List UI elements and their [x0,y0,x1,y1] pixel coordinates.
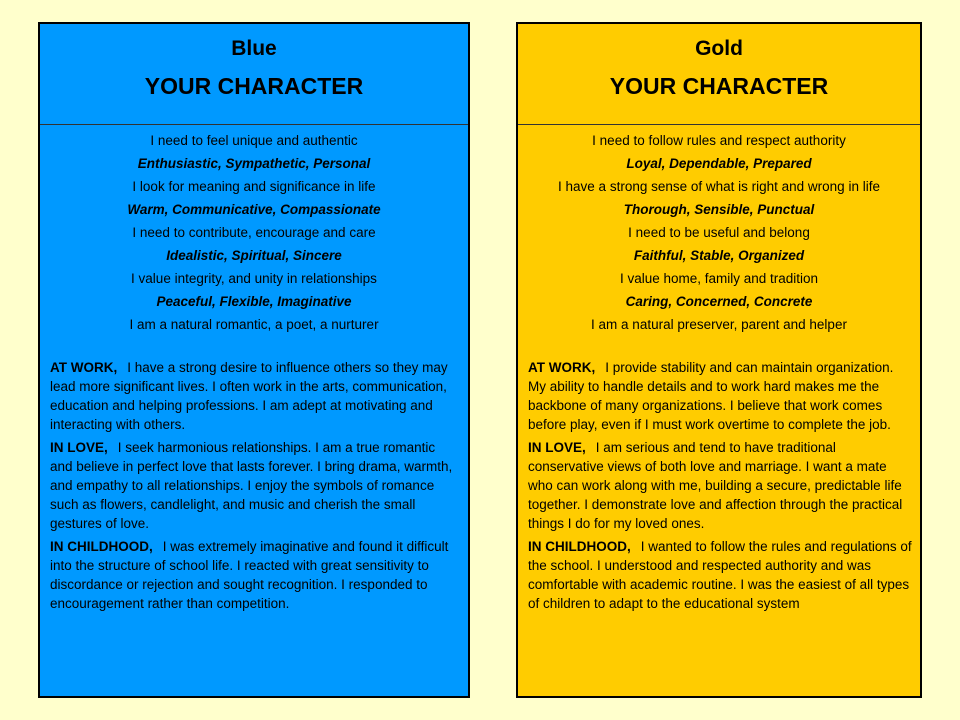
gold-character-panel [516,22,922,698]
gold-traits-list [518,125,920,336]
section-text: I have a strong desire to influence others so they may lead more significant lives. I often work in the arts, communication, education and helping professions. I am adept at motivating and interacting with others. [50,360,448,432]
gold-section-work [528,358,912,434]
blue-trait-keywords: Idealistic, Spiritual, Sincere [166,248,342,263]
section-lead: IN LOVE, [528,440,586,455]
blue-sections [40,336,468,613]
blue-trait-line: I need to contribute, encourage and care [132,225,376,240]
blue-title: YOUR CHARACTER [144,73,364,99]
section-text: I wanted to follow the rules and regulations of the school. I understood and respected authority and was comfortable with academic routine. I was the easiest of all types of children to adapt to the educational system [528,539,912,611]
section-lead: IN LOVE, [50,440,108,455]
gold-trait-line: I have a strong sense of what is right and wrong in life [558,179,880,194]
gold-trait-line: I need to be useful and belong [628,225,810,240]
blue-trait-line: I value integrity, and unity in relationships [131,271,377,286]
gold-section-childhood [528,537,912,613]
section-lead: IN CHILDHOOD, [50,539,153,554]
gold-trait-line: I value home, family and tradition [619,271,819,286]
gold-sections [518,336,920,613]
blue-trait-keywords: Enthusiastic, Sympathetic, Personal [137,156,371,171]
blue-section-childhood [50,537,460,613]
blue-section-love [50,438,460,533]
gold-trait-keywords: Thorough, Sensible, Punctual [623,202,815,217]
blue-section-work [50,358,460,434]
gold-header [518,24,920,125]
section-text: I am serious and tend to have traditional conservative views of both love and marriage. I want a mate who can work along with me, building a secure, predictable life together. I demonstrate love and affection through the practical things I do for my loved ones. [528,440,903,531]
section-lead: AT WORK, [528,360,596,375]
blue-trait-line: I need to feel unique and authentic [150,133,358,148]
blue-trait-line: I am a natural romantic, a poet, a nurturer [129,317,379,332]
gold-trait-line: I am a natural preserver, parent and helper [591,317,847,332]
blue-trait-keywords: Warm, Communicative, Compassionate [127,202,381,217]
blue-trait-keywords: Peaceful, Flexible, Imaginative [156,294,352,309]
section-lead: IN CHILDHOOD, [528,539,631,554]
section-text: I seek harmonious relationships. I am a true romantic and believe in perfect love that lasts forever. I bring drama, warmth, and empathy to all relationships. I enjoy the symbols of romance such as flowers, candlelight, and music and cherish the small gestures of love. [50,440,453,531]
gold-trait-keywords: Faithful, Stable, Organized [633,248,805,263]
gold-title: YOUR CHARACTER [609,73,829,99]
section-text: I provide stability and can maintain organization. My ability to handle details and to work hard makes me the backbone of many organizations. I believe that work comes before play, even if I must work overtime to complete the job. [528,360,894,432]
gold-trait-line: I need to follow rules and respect authority [592,133,846,148]
section-lead: AT WORK, [50,360,118,375]
gold-color-name: Gold [695,37,743,60]
gold-section-love [528,438,912,533]
gold-trait-keywords: Loyal, Dependable, Prepared [626,156,812,171]
section-text: I was extremely imaginative and found it difficult into the structure of school life. I reacted with great sensitivity to discordance or rejection and sought recognition. I responded to encouragement rather than competition. [50,539,449,611]
blue-color-name: Blue [231,37,277,60]
gold-trait-keywords: Caring, Concerned, Concrete [625,294,813,309]
blue-character-panel [38,22,470,698]
blue-traits-list [40,125,468,336]
blue-header [40,24,468,125]
blue-trait-line: I look for meaning and significance in life [132,179,376,194]
